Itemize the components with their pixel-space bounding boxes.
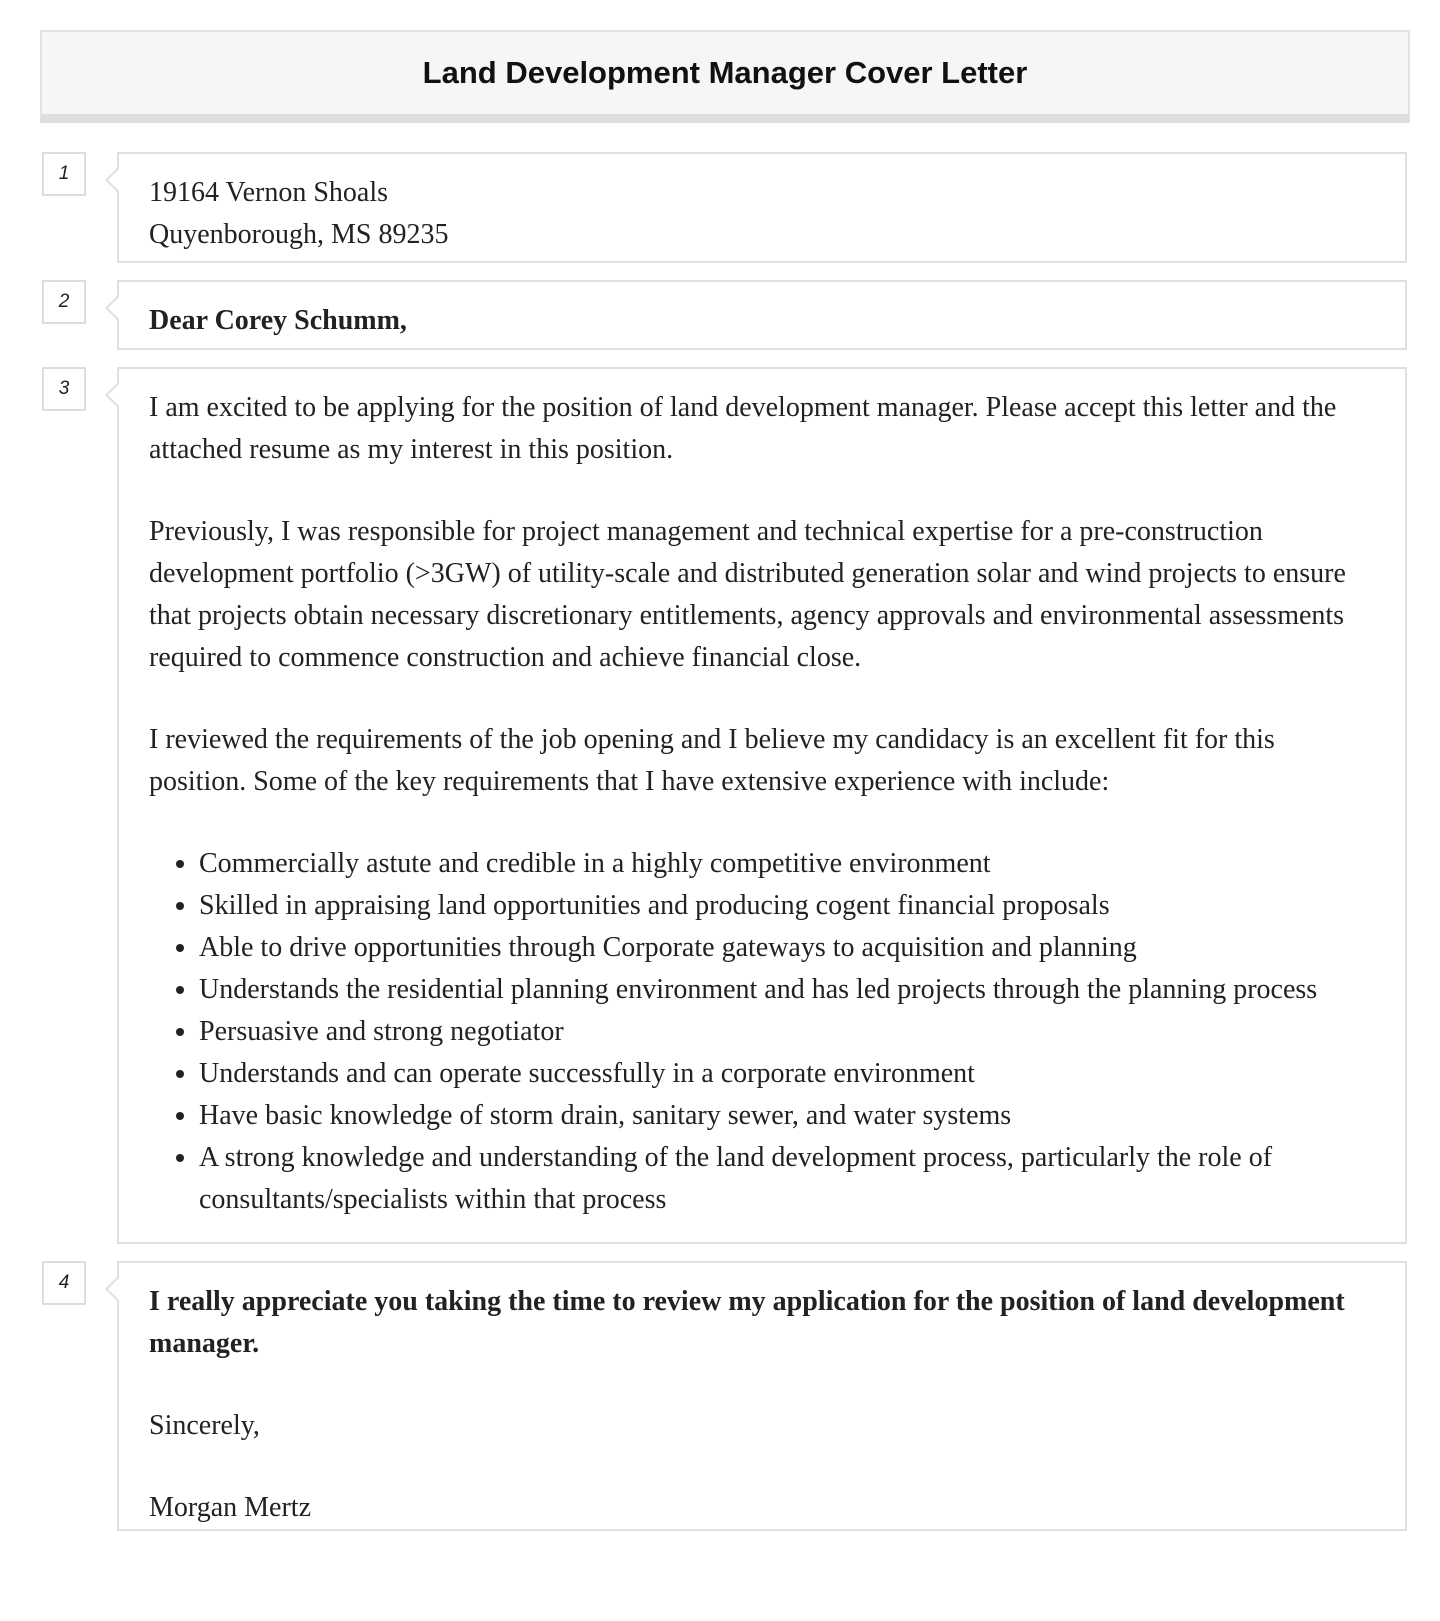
section-box — [117, 367, 1407, 1244]
closing-statement: I really appreciate you taking the time to review my application for the position of land development manager. — [149, 1286, 1345, 1359]
section-number: 1 — [42, 152, 86, 196]
list-item: • Understands and can operate successfully in a corporate environment — [199, 1053, 1375, 1095]
section-box — [117, 152, 1407, 263]
list-item: • Commercially astute and credible in a highly competitive environment — [199, 843, 1375, 885]
list-item: • Persuasive and strong negotiator — [199, 1011, 1375, 1053]
section-box — [117, 280, 1407, 350]
list-item: • Skilled in appraising land opportunities and producing cogent financial proposals — [199, 885, 1375, 927]
section-box — [117, 1261, 1407, 1531]
signoff: Sincerely, — [149, 1410, 260, 1441]
body-paragraph: I reviewed the requirements of the job opening and I believe my candidacy is an excellent fit for this position. Some of the key requirements that I have extensive experience with include: — [149, 724, 1275, 797]
title-bar — [40, 30, 1410, 123]
list-item: • Understands the residential planning environment and has led projects through the planning process — [199, 969, 1375, 1011]
section-number: 4 — [42, 1261, 86, 1305]
signature-name: Morgan Mertz — [149, 1492, 311, 1523]
address-line: 19164 Vernon Shoals — [149, 177, 389, 208]
salutation: Dear Corey Schumm, — [149, 305, 407, 336]
body-paragraph: Previously, I was responsible for project management and technical expertise for a pre-construction development portfolio (>3GW) of utility-scale and distributed generation solar and wind projects to ensure that projects obtain necessary discretionary entitlements, agency approvals and environmental assessments required to commence construction and achieve financial close. — [149, 516, 1346, 673]
section-number: 3 — [42, 367, 86, 411]
body-paragraph: I am excited to be applying for the position of land development manager. Please accept this letter and the attached resume as my interest in this position. — [149, 392, 1337, 465]
page-title: Land Development Manager Cover Letter — [422, 55, 1028, 90]
section-number: 2 — [42, 280, 86, 324]
list-item: • A strong knowledge and understanding of the land development process, particularly the role of consultants/specialists within that process — [199, 1137, 1375, 1221]
requirements-list — [149, 843, 1375, 1221]
address-line: Quyenborough, MS 89235 — [149, 219, 449, 250]
list-item: • Have basic knowledge of storm drain, sanitary sewer, and water systems — [199, 1095, 1375, 1137]
list-item: • Able to drive opportunities through Corporate gateways to acquisition and planning — [199, 927, 1375, 969]
